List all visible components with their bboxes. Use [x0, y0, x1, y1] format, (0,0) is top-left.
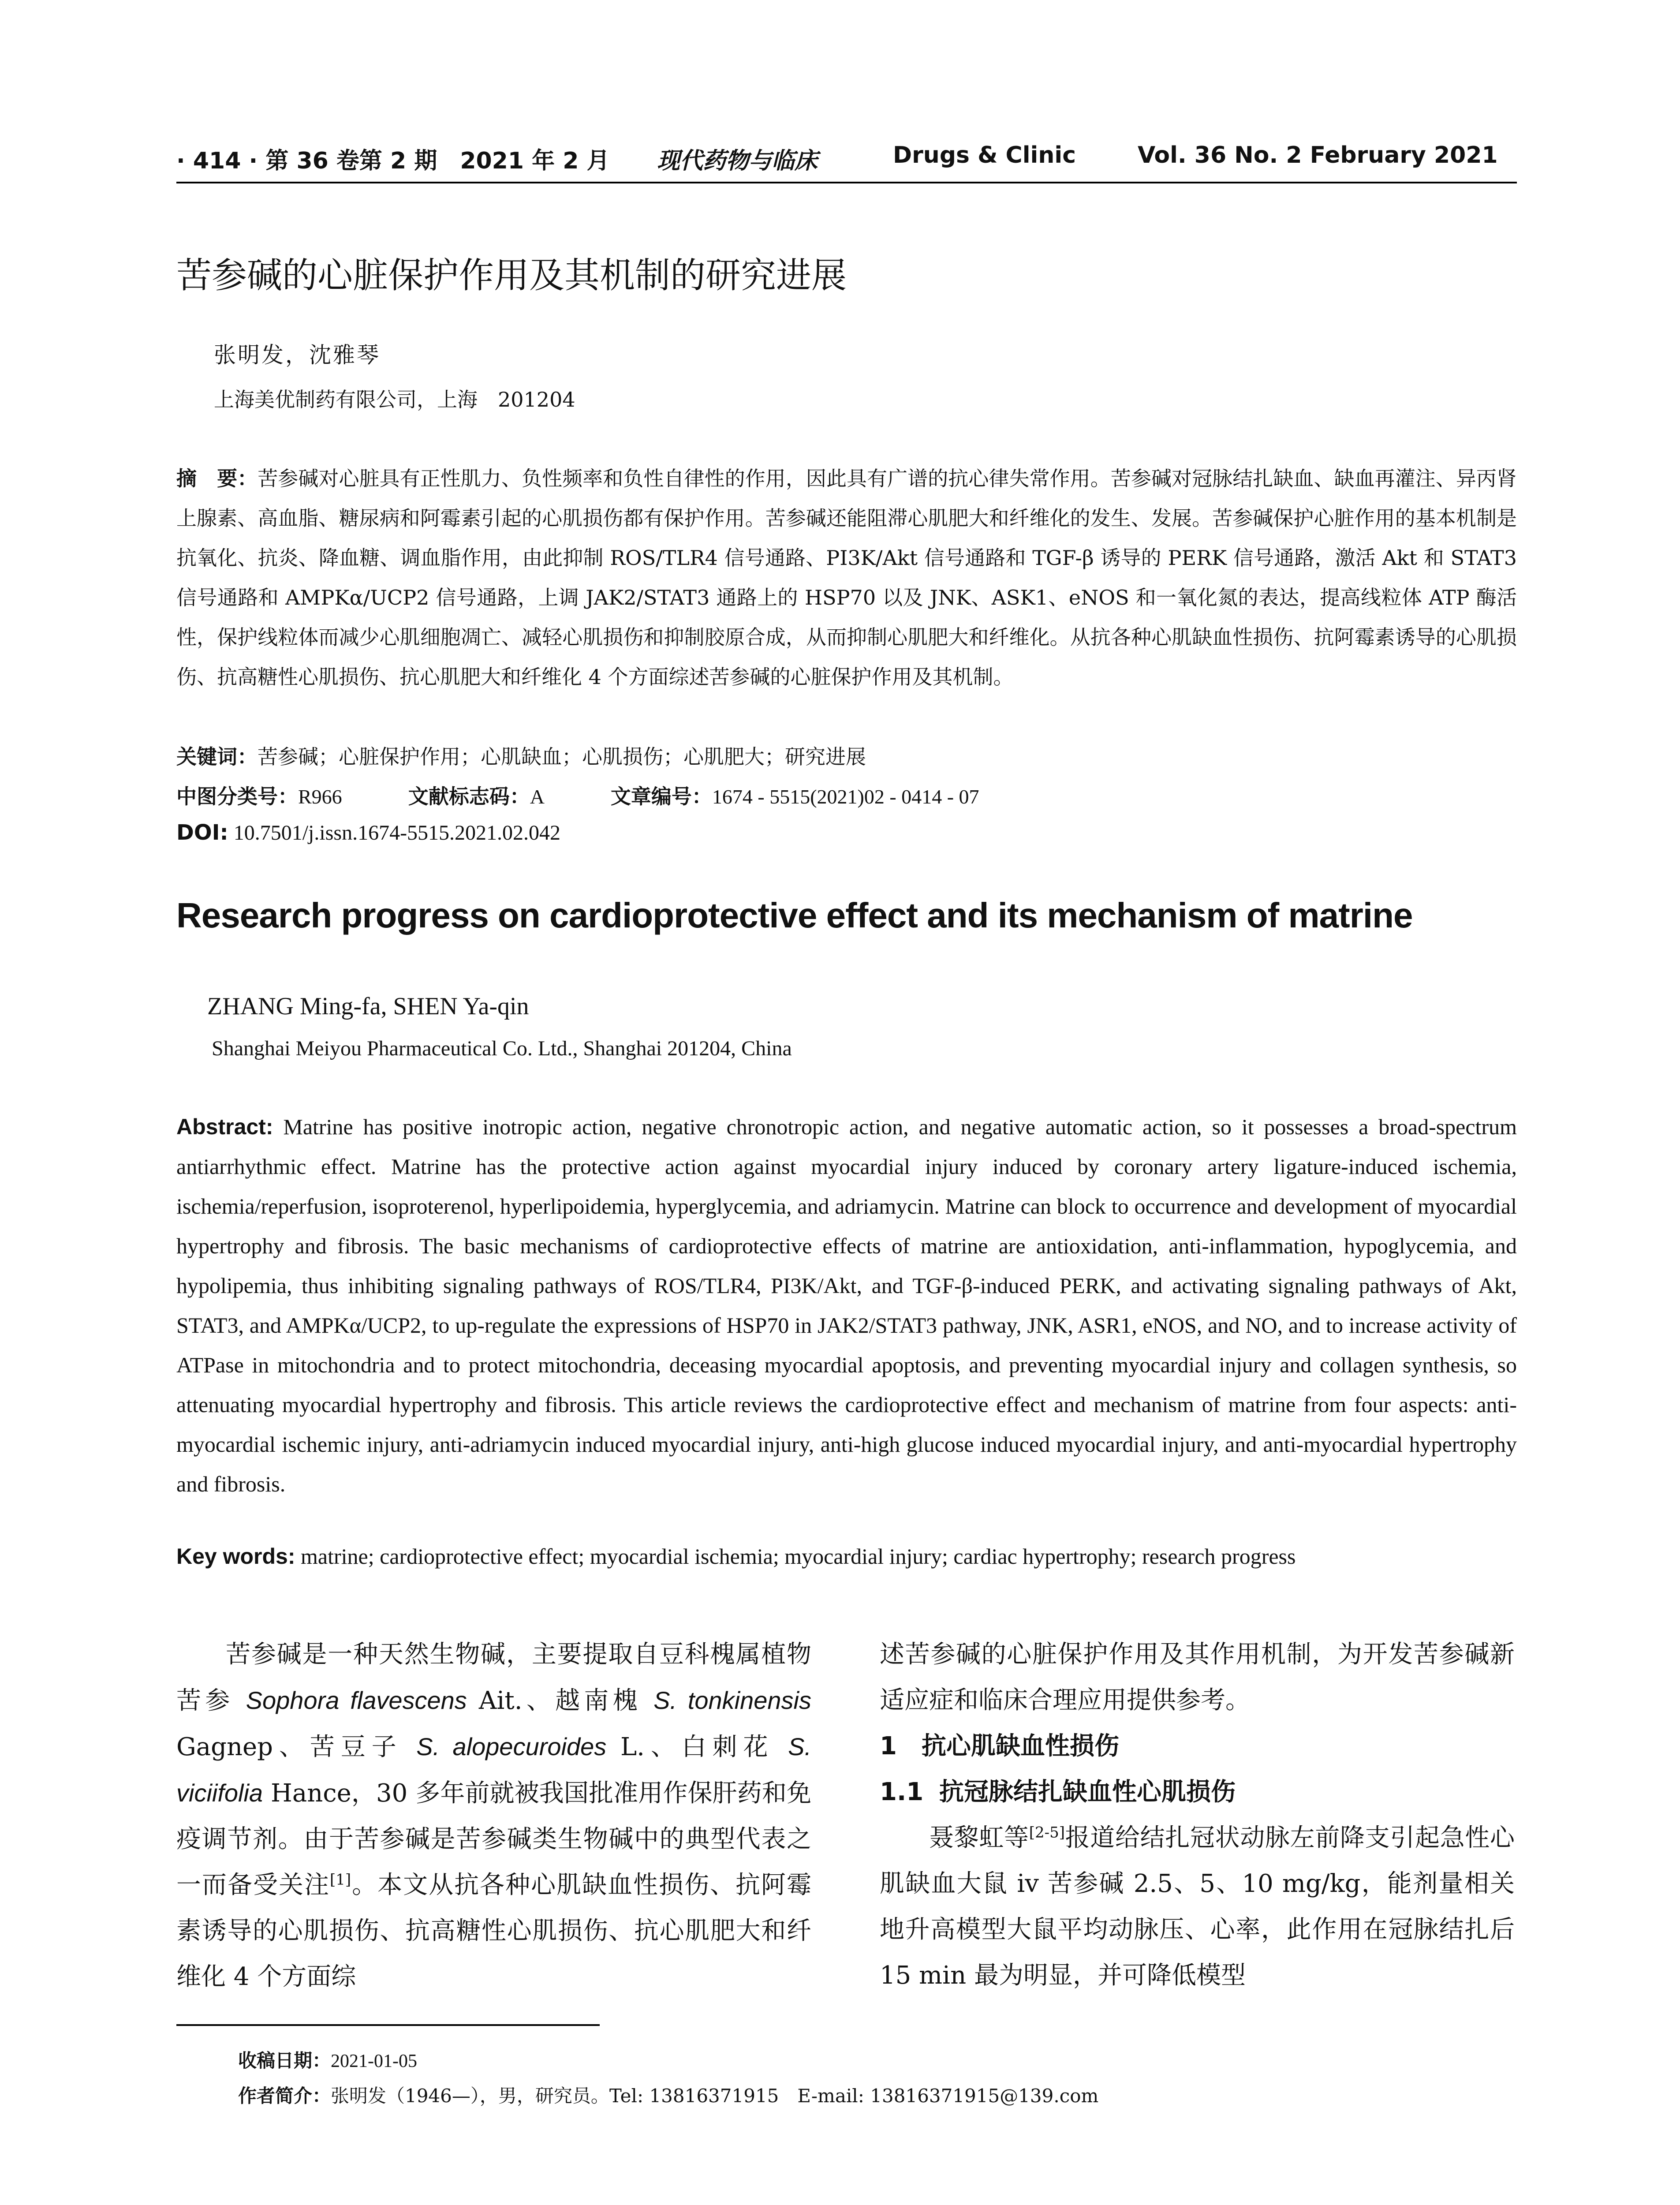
section-heading-1-1: [880, 1769, 1515, 1815]
species-name: S. tonkinensis: [653, 1686, 811, 1714]
header-journal-en: Drugs & Clinic: [893, 142, 1076, 168]
section-paragraph: [880, 1815, 1515, 1999]
text-run: L.、白刺花: [606, 1733, 788, 1761]
article-title-cn: 苦参碱的心脏保护作用及其机制的研究进展: [176, 255, 847, 296]
species-name: S. alopecuroides: [416, 1733, 607, 1760]
species-name: Sophora flavescens: [246, 1686, 467, 1714]
authors-en: ZHANG Ming-fa, SHEN Ya-qin: [207, 993, 529, 1020]
citation-ref[interactable]: [1]: [329, 1871, 351, 1889]
section-heading-1: [880, 1723, 1515, 1769]
keywords-en-text: matrine; cardioprotective effect; myocardial ischemia; myocardial injury; cardiac hypertrophy; research progress: [295, 1544, 1296, 1569]
keywords-cn-label: 关键词：: [176, 745, 258, 769]
classification-line: [176, 781, 1045, 810]
footnote-divider: [176, 2024, 600, 2026]
affiliation-en: Shanghai Meiyou Pharmaceutical Co. Ltd., Shanghai 201204, China: [212, 1037, 792, 1060]
abstract-cn-text: 苦参碱对心脏具有正性肌力、负性频率和负性自律性的作用，因此具有广谱的抗心律失常作用。苦参碱对冠脉结扎缺血、缺血再灌注、异丙肾上腺素、高血脂、糖尿病和阿霉素引起的心肌损伤都有保护作用。苦参碱还能阻滞心肌肥大和纤维化的发生、发展。苦参碱保护心脏作用的基本机制是抗氧化、抗炎、降血糖、调血脂作用，由此抑制 ROS/TLR4 信号通路、PI3K/Akt 信号通路和 TGF-β 诱导的 PERK 信号通路，激活 Akt 和 STAT3 信号通路和 AMPKα/UCP2 信号通路，上调 JAK2/STAT3 通路上的 HSP70 以及 JNK、ASK1、eNOS 和一氧化氮的表达，提高线粒体 ATP 酶活性，保护线粒体而减少心肌细胞凋亡、减轻心肌损伤和抑制胶原合成，从而抑制心肌肥大和纤维化。从抗各种心肌缺血性损伤、抗阿霉素诱导的心肌损伤、抗高糖性心肌损伤、抗心肌肥大和纤维化 4 个方面综述苦参碱的心脏保护作用及其机制。: [176, 467, 1517, 689]
authors-cn: 张明发，沈雅琴: [214, 342, 381, 368]
clc-number: [176, 781, 342, 810]
intro-paragraph: [176, 1632, 811, 2000]
article-value: 1674 - 5515(2021)02 - 0414 - 07: [712, 785, 979, 808]
article-number: [611, 781, 979, 810]
subsection-title: 抗冠脉结扎缺血性心肌损伤: [939, 1778, 1236, 1806]
doi-value[interactable]: 10.7501/j.issn.1674-5515.2021.02.042: [228, 821, 561, 845]
footnote-author: [238, 2082, 1098, 2108]
citation-ref[interactable]: [2-5]: [1029, 1824, 1065, 1842]
text-run: 。本文从抗各种心肌缺血性损伤、抗阿霉素诱导的心肌损伤、抗高糖性心肌损伤、抗心肌肥大和纤维化 4 个方面综: [176, 1871, 812, 1991]
keywords-en-label: Key words:: [176, 1544, 295, 1569]
header-volume: Vol. 36 No. 2 February 2021: [1138, 142, 1498, 168]
abstract-cn: [176, 459, 1517, 697]
article-title-en: Research progress on cardioprotective effect and its mechanism of matrine: [176, 896, 1413, 935]
text-run: Hance，30 多年前就被我国批准用作保肝药和免疫调节剂。由于苦参碱是苦参碱类生物碱中的典型代表之一而备受关注: [176, 1779, 811, 1899]
abstract-en-text: Matrine has positive inotropic action, negative chronotropic action, and negative automatic action, so it possesses a broad-spectrum antiarrhythmic effect. Matrine has the protective action against myocardial injury induced by coronary artery ligature-induced ischemia, ischemia/reperfusion, isoproterenol, hyperlipoidemia, hyperglycemia, and adriamycin. Matrine can block to occurrence and development of myocardial hypertrophy and fibrosis. The basic mechanisms of cardioprotective effects of matrine are antioxidation, anti-inflammation, hypoglycemia, and hypolipemia, thus inhibiting signaling pathways of ROS/TLR4, PI3K/Akt, and TGF-β-induced PERK, and activating signaling pathways of Akt, STAT3, and AMPKα/UCP2, to up-regulate the expressions of HSP70 in JAK2/STAT3 pathway, JNK, ASR1, eNOS, and NO, and to increase activity of ATPase in mitochondria and to protect mitochondria, deceasing myocardial apoptosis, and preventing myocardial injury and collagen synthesis, so attenuating myocardial hypertrophy and fibrosis. This article reviews the cardioprotective effect and mechanism of matrine from four aspects: anti-myocardial ischemic injury, anti-adriamycin induced myocardial injury, anti-high glucose induced myocardial injury, and anti-myocardial hypertrophy and fibrosis.: [176, 1114, 1517, 1496]
body-column-left: [176, 1632, 811, 2000]
doc-value: A: [530, 785, 545, 808]
abstract-en-label: Abstract:: [176, 1114, 273, 1139]
header-issue: · 414 · 第 36 卷第 2 期 2021 年 2 月: [176, 148, 610, 174]
section-title: 抗心肌缺血性损伤: [922, 1732, 1119, 1760]
header-journal-cn: 现代药物与临床: [657, 147, 818, 174]
text-run: 苦参碱是一种天然生物碱，主要提取自豆科槐属植物苦参: [176, 1640, 811, 1715]
abstract-cn-label: 摘 要：: [176, 467, 258, 490]
keywords-cn: [176, 741, 866, 770]
text-run: Ait.、越南槐: [467, 1686, 654, 1715]
subsection-number: 1.1: [880, 1778, 924, 1806]
keywords-cn-text: 苦参碱；心脏保护作用；心肌缺血；心肌损伤；心肌肥大；研究进展: [258, 745, 866, 769]
running-header: [176, 132, 1517, 183]
author-bio-label: 作者简介：: [238, 2085, 331, 2107]
doc-label: 文献标志码：: [408, 785, 530, 808]
body-column-right: [880, 1632, 1515, 1999]
doi-label: DOI:: [176, 820, 228, 845]
abstract-en: [176, 1107, 1517, 1504]
article-label: 文章编号：: [610, 785, 712, 808]
text-run: 报道给结扎冠状动脉左前降支引起急性心肌缺血大鼠 iv 苦参碱 2.5、5、10 mg/kg，能剂量相关地升高模型大鼠平均动脉压、心率，此作用在冠脉结扎后 15 min 最为明显，并可降低模型: [880, 1824, 1515, 1990]
document-code: [408, 781, 545, 810]
received-date: 2021-01-05: [331, 2051, 417, 2071]
clc-value: R966: [298, 785, 342, 808]
text-run: 聂黎虹等: [929, 1824, 1029, 1852]
author-bio: 张明发（1946—），男，研究员。Tel: 13816371915 E-mail: 13816371915@139.com: [331, 2085, 1099, 2107]
affiliation-cn: 上海美优制药有限公司，上海 201204: [214, 388, 575, 411]
footnote-received: [238, 2046, 417, 2073]
text-run: Gagnep、苦豆子: [176, 1733, 417, 1761]
species-name: S. viciifolia: [176, 1733, 812, 1807]
received-label: 收稿日期：: [238, 2050, 331, 2071]
section-number: 1: [880, 1732, 897, 1760]
doi-line: [176, 820, 560, 845]
clc-label: 中图分类号：: [176, 785, 298, 808]
intro-paragraph-continued: 述苦参碱的心脏保护作用及其作用机制，为开发苦参碱新适应症和临床合理应用提供参考。: [880, 1640, 1515, 1715]
keywords-en: [176, 1544, 1295, 1569]
